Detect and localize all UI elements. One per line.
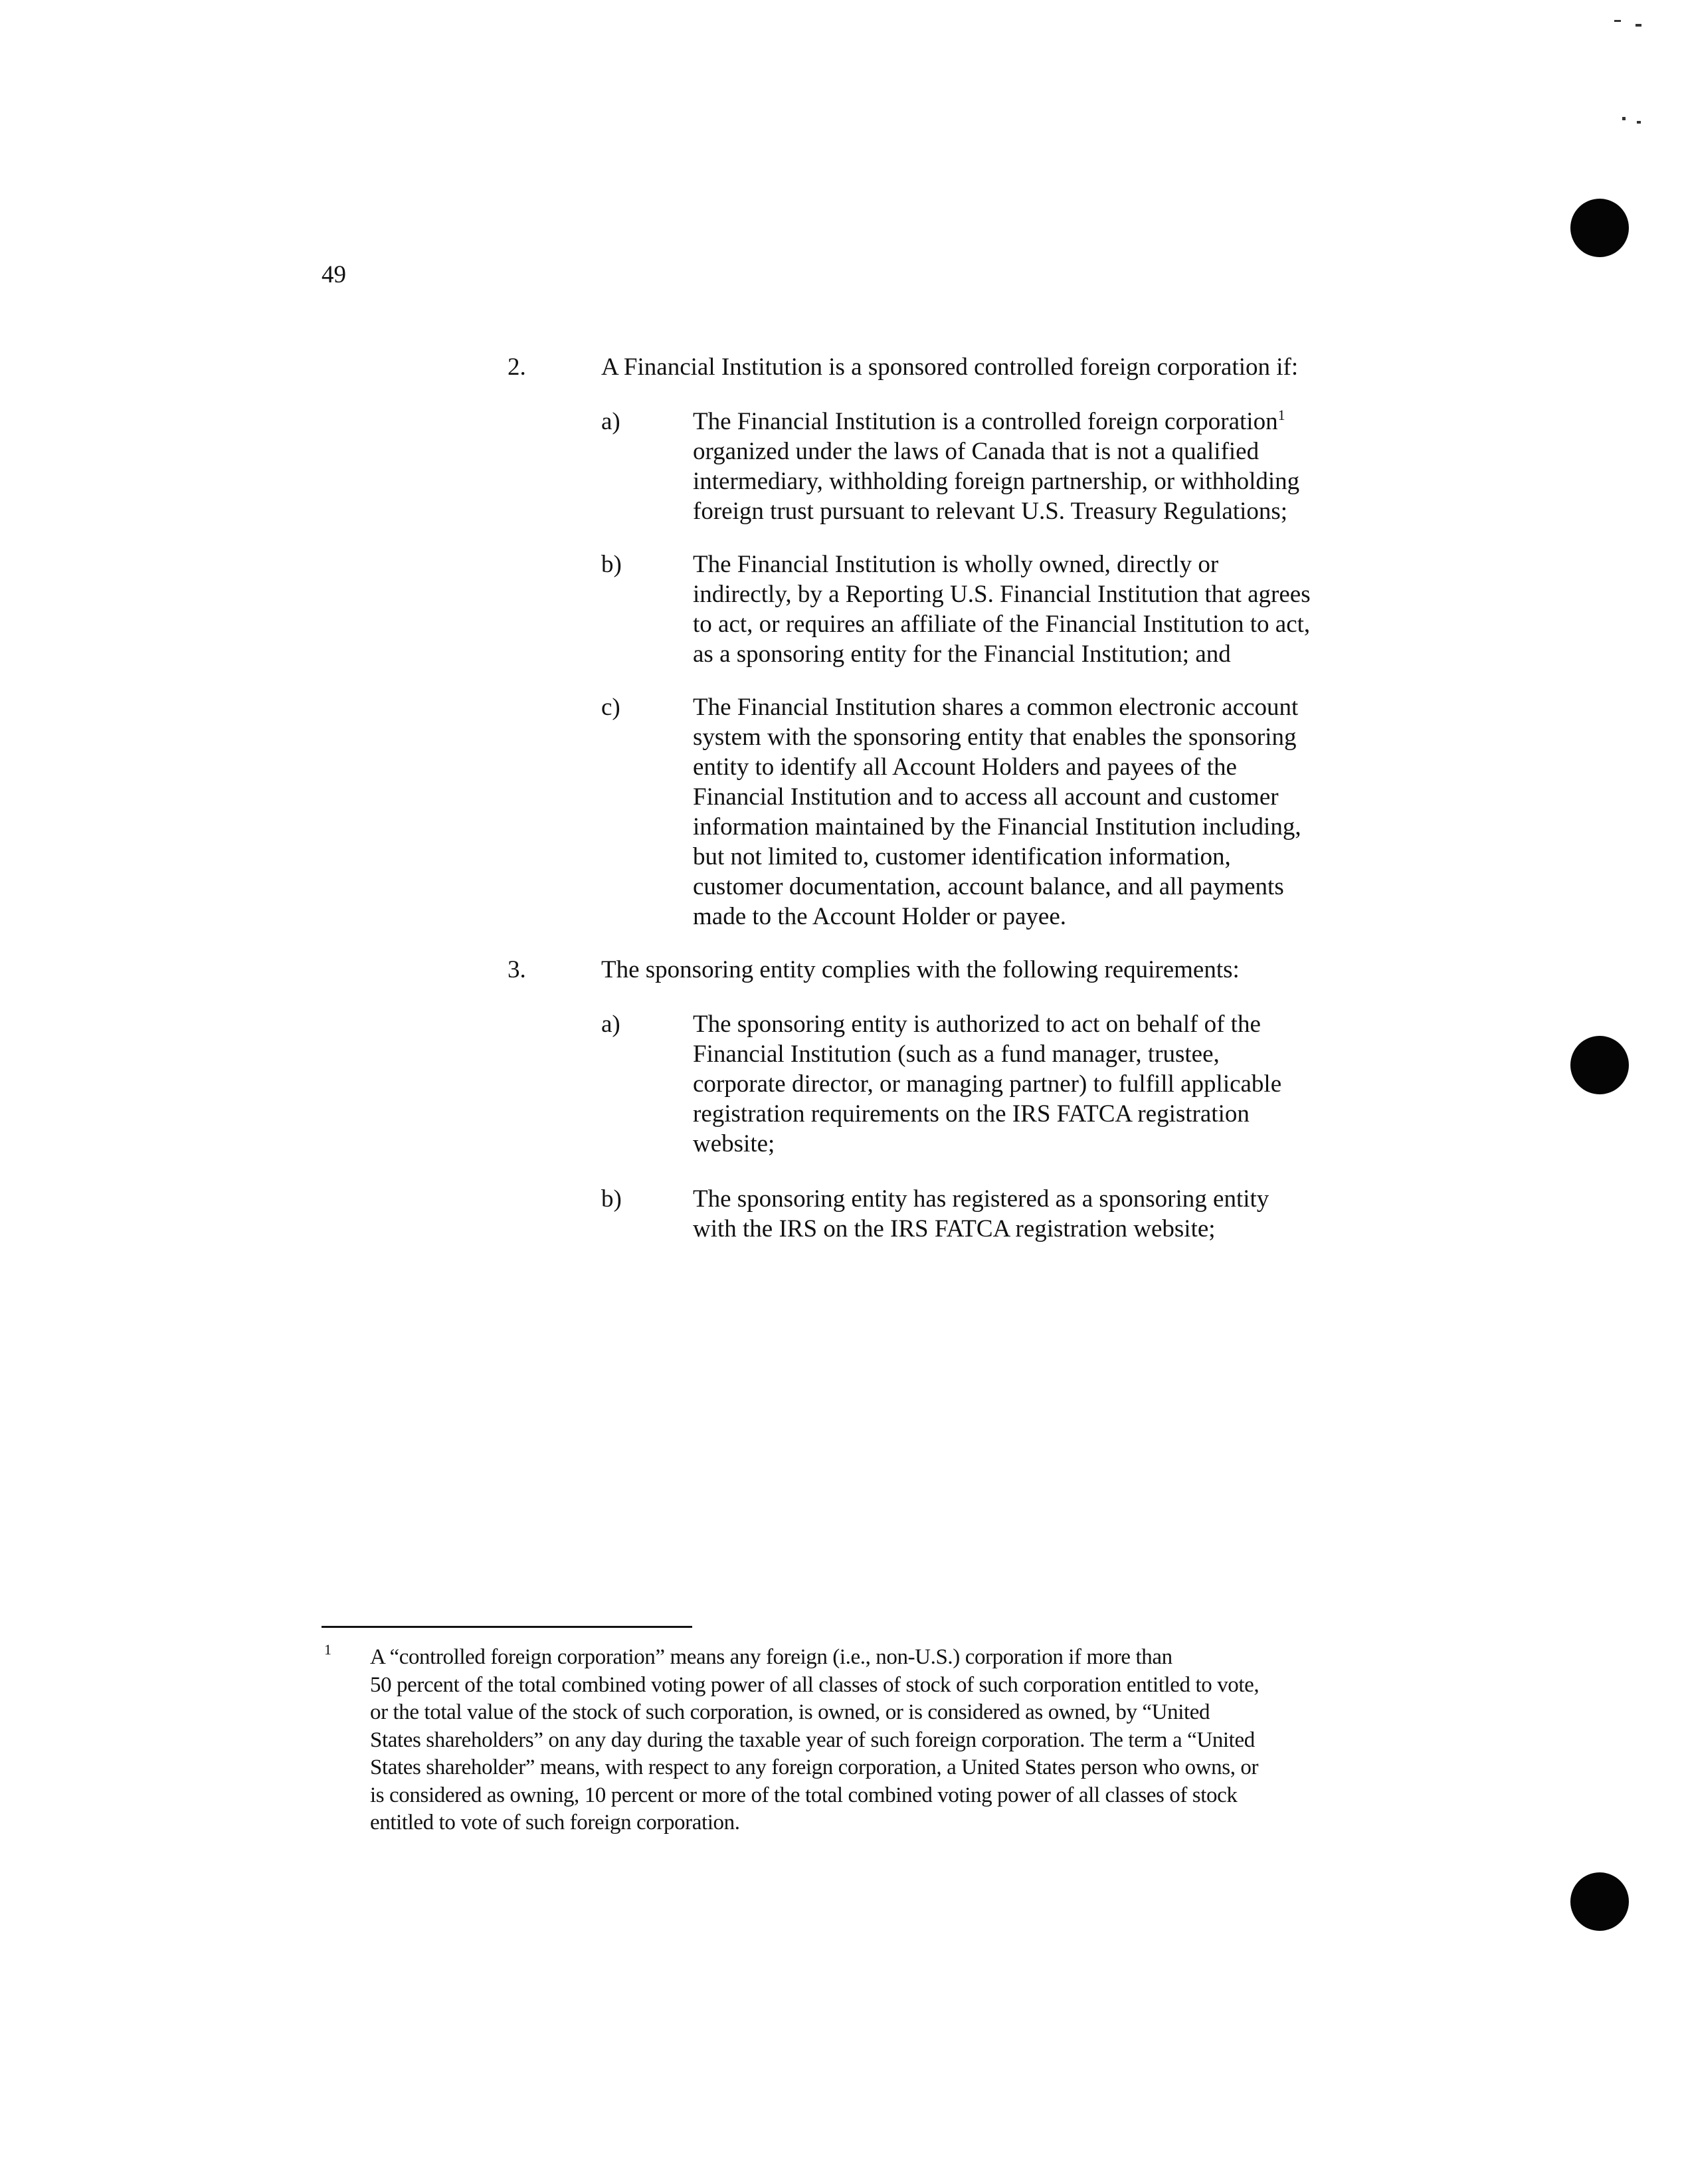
text-line: foreign trust pursuant to relevant U.S. Treasury Regulations; [693,498,1288,525]
text-line: with the IRS on the IRS FATCA registration website; [693,1215,1216,1242]
clause-2-item-a-letter: a) [601,408,620,435]
text-line: corporate director, or managing partner) to fulfill applicable [693,1070,1282,1098]
footnote-line: entitled to vote of such foreign corporation. [370,1811,740,1835]
text-line: information maintained by the Financial Institution including, [693,813,1301,841]
text-line: to act, or requires an affiliate of the Financial Institution to act, [693,611,1311,638]
clause-2-item-c-text [693,692,1357,932]
clause-2-item-b-letter: b) [601,551,622,578]
clause-3-item-a-text [693,1009,1357,1159]
text-line: The sponsoring entity is authorized to act on behalf of the [693,1011,1261,1038]
footnote-line: 50 percent of the total combined voting power of all classes of stock of such corporation entitled to vote, [370,1672,1260,1697]
text-line: customer documentation, account balance, and all payments [693,873,1284,900]
footnote-line: A “controlled foreign corporation” means any foreign (i.e., non-U.S.) corporation if more than [370,1645,1172,1669]
scan-artifact [1614,20,1621,22]
text-line: made to the Account Holder or payee. [693,903,1066,930]
scan-artifact [1635,24,1641,27]
footnote-line: is considered as owning, 10 percent or more of the total combined voting power of all classes of stock [370,1783,1238,1807]
scan-artifact [1622,117,1626,120]
text-line: Financial Institution and to access all account and customer [693,783,1279,811]
text-line: Financial Institution (such as a fund manager, trustee, [693,1041,1220,1068]
footnote-line: or the total value of the stock of such corporation, is owned, or is considered as owned, by “United [370,1700,1210,1724]
clause-3-item-b-letter: b) [601,1185,622,1213]
footnote-separator [322,1626,692,1628]
text-line: system with the sponsoring entity that enables the sponsoring [693,724,1297,751]
clause-3-heading: The sponsoring entity complies with the following requirements: [601,956,1240,983]
text-line: The Financial Institution is a controlled foreign corporation$^1$ [693,407,1285,435]
text-line: The sponsoring entity has registered as a sponsoring entity [693,1185,1269,1213]
footnote-reference: 1 [1277,407,1285,423]
text-line: but not limited to, customer identification information, [693,843,1231,870]
clause-number-2: 2. [508,353,526,381]
punch-hole [1570,1872,1629,1931]
text-line: as a sponsoring entity for the Financial Institution; and [693,641,1231,668]
text-line: The Financial Institution is wholly owned, directly or [693,551,1219,578]
punch-hole [1570,199,1629,257]
scan-artifact [1637,121,1641,124]
clause-number-3: 3. [508,956,526,983]
clause-2-heading: A Financial Institution is a sponsored controlled foreign corporation if: [601,353,1299,381]
text-line: website; [693,1130,775,1157]
clause-2-item-b-text [693,549,1357,669]
footnote-line: States shareholders” on any day during the taxable year of such foreign corporation. The term a “United [370,1728,1255,1752]
text-line: entity to identify all Account Holders and payees of the [693,753,1237,781]
clause-3-item-b-text [693,1184,1357,1244]
text-line: indirectly, by a Reporting U.S. Financial Institution that agrees [693,581,1311,608]
clause-3-item-a-letter: a) [601,1011,620,1038]
footnote-marker: 1 [324,1641,331,1658]
page-number: 49 [322,261,346,288]
text-line: The Financial Institution shares a common electronic account [693,694,1299,721]
punch-hole [1570,1036,1629,1094]
footnote-text [370,1644,1353,1837]
text-line: organized under the laws of Canada that is not a qualified [693,438,1260,465]
clause-2-item-a-text [693,407,1357,526]
footnote-line: States shareholder” means, with respect to any foreign corporation, a United States person who owns, or [370,1755,1259,1779]
clause-2-item-c-letter: c) [601,694,620,721]
text-line: registration requirements on the IRS FATCA registration [693,1100,1250,1128]
text-line: intermediary, withholding foreign partnership, or withholding [693,468,1300,495]
